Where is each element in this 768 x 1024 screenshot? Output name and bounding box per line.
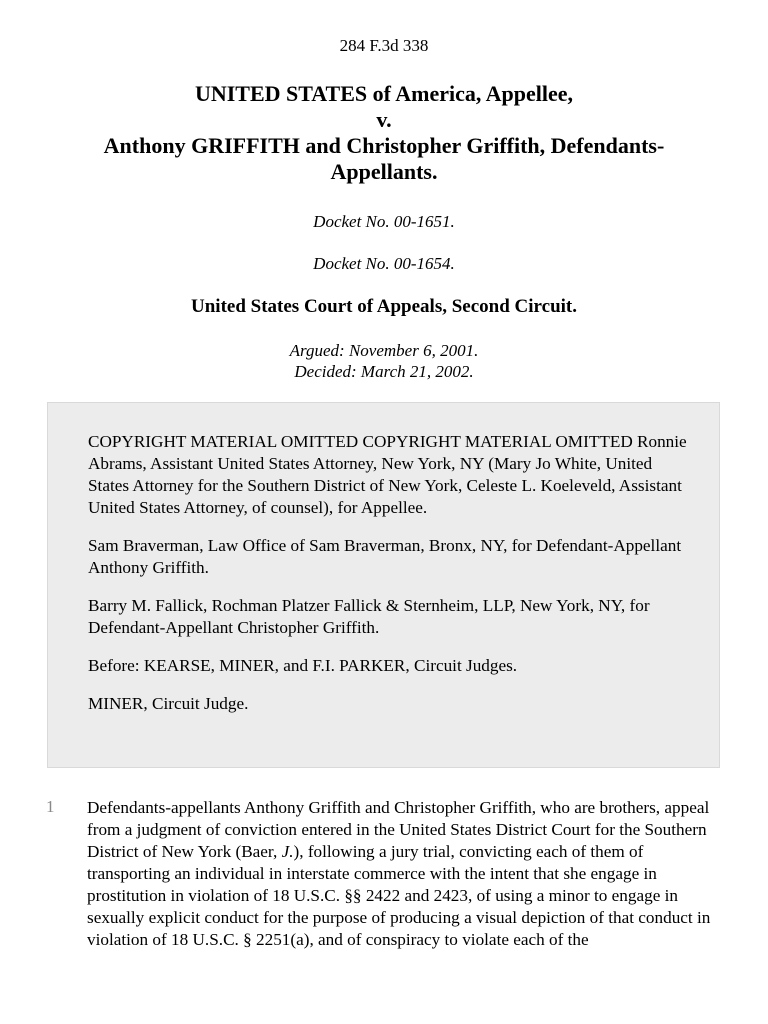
title-line-appellants: Appellants. xyxy=(330,159,438,184)
counsel-anthony-griffith: Sam Braverman, Law Office of Sam Braverman, Bronx, NY, for Defendant-Appellant Anthony Griffith. xyxy=(88,536,682,577)
court-name: United States Court of Appeals, Second Circuit. xyxy=(191,296,577,317)
paragraph-text-end: ), following a jury trial, convicting each of them of transporting an individual in interstate commerce with the intent that she engage in prostitution in violation of 18 U.S.C. §§ 2422 and 2423, of using a minor to engage in sexually explicit conduct for the purpose of producing a visual depiction of that conduct in violation of 18 U.S.C. § 2251(a), and of conspiracy to violate each of the xyxy=(87,842,711,949)
paragraph-number: 1 xyxy=(46,797,55,816)
counsel-list xyxy=(88,431,688,731)
paragraph-text-start: Defendants-appellants Anthony Griffith and Christopher Griffith, who are brothers, appeal from a judgment of conviction entered in the United States District Court for the Southern District of New York (Baer, xyxy=(87,798,710,861)
docket-number-1: Docket No. 00-1651. xyxy=(313,212,455,231)
panel-judges: Before: KEARSE, MINER, and F.I. PARKER, Circuit Judges. xyxy=(88,656,518,675)
title-line-defendants: Anthony GRIFFITH and Christopher Griffith, Defendants- xyxy=(103,133,665,158)
opinion-author: MINER, Circuit Judge. xyxy=(88,694,249,713)
title-line-versus: v. xyxy=(376,107,392,132)
argued-date: Argued: November 6, 2001. xyxy=(289,341,479,360)
judge-abbrev: J. xyxy=(281,842,294,861)
case-citation: 284 F.3d 338 xyxy=(339,36,429,55)
case-dates xyxy=(0,340,768,382)
counsel-appellee: COPYRIGHT MATERIAL OMITTED COPYRIGHT MATERIAL OMITTED Ronnie Abrams, Assistant United States Attorney, New York, NY (Mary Jo White, United States Attorney for the Southern District of New York, Celeste L. Koeleveld, Assistant United States Attorney, of counsel), for Appellee. xyxy=(88,432,687,517)
counsel-box xyxy=(47,402,720,768)
counsel-christopher-griffith: Barry M. Fallick, Rochman Platzer Fallick & Sternheim, LLP, New York, NY, for Defendant-Appellant Christopher Griffith. xyxy=(88,596,650,637)
opinion-paragraph xyxy=(87,797,727,951)
case-title xyxy=(40,81,728,185)
docket-number-2: Docket No. 00-1654. xyxy=(313,254,455,273)
title-line-parties: UNITED STATES of America, Appellee, xyxy=(194,81,574,106)
decided-date: Decided: March 21, 2002. xyxy=(294,362,474,381)
